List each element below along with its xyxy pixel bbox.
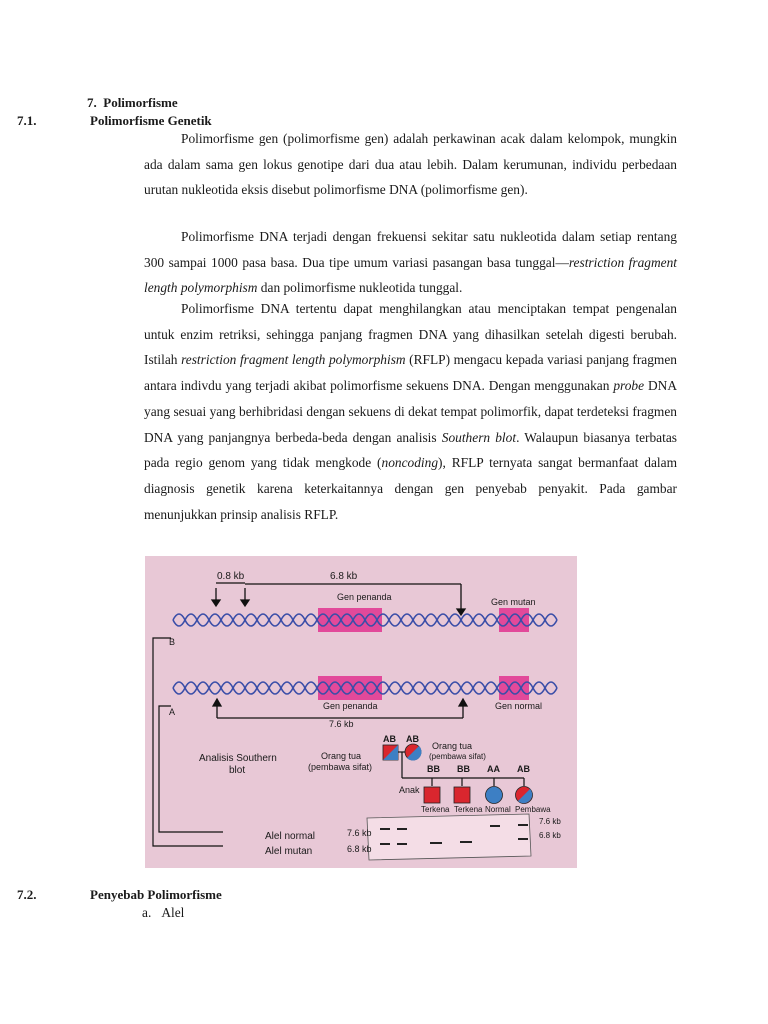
label-gen-penanda-top: Gen penanda [337,592,392,602]
label-pembawa-right: (pembawa sifat) [429,752,486,761]
paragraph-2-text-c: dan polimorfisme nukleotida tunggal. [257,280,463,296]
label-analisis-southern: Analisis Southern [199,753,277,764]
subsection-title-7-2: Penyebab Polimorfisme [90,887,222,902]
child-genotype-3: AA [487,764,500,774]
paragraph-3-text-i: ), RFLP ternyata sangat bermanfaat dalam diagnosis genetik karena keterkaitannya dengan gen penyebab penyakit. Pada gambar menunjukkan prinsip analisis RFLP. [144,455,677,522]
label-a: A [169,707,176,717]
paragraph-3-text-e: DNA yang sesuai yang berhibridasi dengan sekuens di dekat tempat polimorfik, dapat terdeteksi fragmen DNA yang panjangnya berbeda-beda dengan analisis [144,378,677,445]
paragraph-1 [144,126,677,203]
label-orang-tua-right: Orang tua [432,741,473,751]
label-0-8kb: 0.8 kb [217,571,245,582]
child-label-normal: Normal [485,805,511,814]
connector-lines [153,638,223,846]
label-gen-penanda-bottom: Gen penanda [323,701,378,711]
label-alel-normal: Alel normal [265,831,316,842]
blot-label-7-6kb: 7.6 kb [347,828,372,838]
section-number: 7. [87,95,97,110]
child-genotype-2: BB [457,764,470,774]
label-gen-mutan: Gen mutan [491,597,536,607]
gene-mutant-region [499,608,529,632]
blot-label-6-8kb: 6.8 kb [347,844,372,854]
gene-marker-region-b [318,608,382,632]
paragraph-2 [144,224,677,301]
child-label-pembawa: Pembawa [515,805,551,814]
list-item-text: Alel [161,905,185,920]
paragraph-3-italic-southern: Southern blot [441,429,517,445]
paragraph-2-text-a: Polimorfisme DNA terjadi dengan frekuensi sekitar satu nukleotida dalam setiap rentang 300 sampai 1000 pasa basa. Dua tipe umum variasi pasangan basa tunggal— [144,229,677,270]
label-7-6kb: 7.6 kb [329,719,354,729]
paragraph-3-italic-noncoding: noncoding [381,455,439,471]
paragraph-3 [144,296,677,527]
paragraph-2-italic-rflp: restriction fragment length polymorphism [144,254,678,296]
paragraph-3-italic-probe: probe [613,378,645,394]
label-ab-father: AB [383,734,396,744]
label-b: B [169,637,176,647]
gene-marker-region-a [318,676,382,700]
paragraph-3-text-g: . Walaupun biasanya terbatas pada regio genom yang tidak mengkode ( [144,429,677,471]
section-title: Polimorfisme [103,95,178,110]
label-orang-tua-left: Orang tua [321,751,362,761]
gene-normal-region [499,676,529,700]
label-6-8kb-top: 6.8 kb [330,571,358,582]
child-label-terkena-2: Terkena [454,805,483,814]
section-heading [87,95,178,111]
label-alel-mutan: Alel mutan [265,846,313,857]
subsection-number-7-2: 7.2. [17,887,37,902]
blot-right-6-8kb: 6.8 kb [539,831,561,840]
paragraph-3-text-a: Polimorfisme DNA tertentu dapat menghilangkan atau menciptakan tempat pengenalan untuk enzim retriksi, sehingga panjang fragmen DNA yang dihasilkan setelah digesti berubah. Istilah [144,301,677,368]
child-genotype-4: AB [517,764,530,774]
subsection-number-7-1: 7.1. [17,113,37,128]
label-ab-mother: AB [406,734,419,744]
list-marker: a. [142,905,152,920]
label-pembawa-left: (pembawa sifat) [308,762,373,772]
subsection-title-7-1: Polimorfisme Genetik [90,113,212,128]
label-gen-normal: Gen normal [495,701,543,711]
southern-blot [367,814,531,860]
paragraph-1-text: Polimorfisme gen (polimorfisme gen) adalah perkawinan acak dalam kelompok, mungkin ada dalam sama gen lokus genotipe dari dua atau lebih. Dalam kerumunan, individu perbedaan urutan nukleotida eksis disebut polimorfisme DNA (polimorfisme gen). [144,131,677,198]
list-item-alel [142,905,184,921]
paragraph-3-text-c: (RFLP) mengacu kepada variasi panjang fragmen antara indivdu yang terjadi akibat polimorfisme sekuens DNA. Dengan menggunakan [144,352,677,394]
label-anak: Anak [399,785,420,795]
label-blot: blot [229,765,246,776]
blot-right-7-6kb: 7.6 kb [539,817,561,826]
paragraph-3-italic-rflp: restriction fragment length polymorphism [181,352,406,368]
child-genotype-1: BB [427,764,440,774]
child-label-terkena-1: Terkena [421,805,450,814]
rflp-figure [145,556,577,868]
